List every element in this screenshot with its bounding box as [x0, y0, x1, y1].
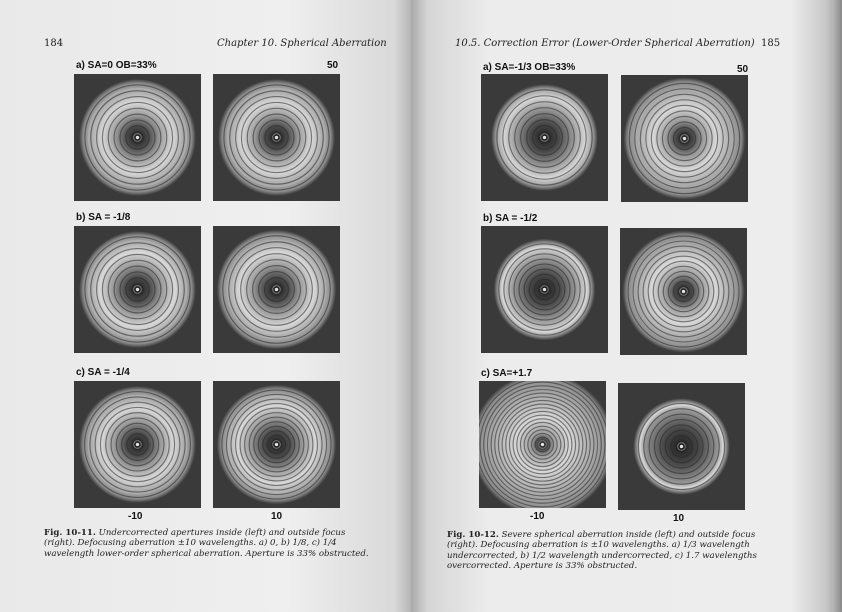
ring-pattern-graphic — [479, 381, 606, 508]
figure-number: Fig. 10-12. — [447, 530, 499, 540]
page-number: 185 — [761, 38, 781, 49]
ring-pattern — [213, 226, 340, 353]
caption-text: Severe spherical aberration inside (left) and outside focus (right). Defocusing aberration is ±10 wavelengths. a) 1/3 wavelength undercorrected, b) 1/2 wavelength undercorrected, c) 1.7 wavelengths overcorrected. Aperture is 33% obstructed. — [447, 530, 757, 572]
ring-pattern-graphic — [74, 226, 201, 353]
ring-pattern — [620, 228, 747, 355]
ring-pattern — [213, 74, 340, 201]
scale-label: 50 — [737, 64, 749, 75]
ring-pattern-graphic — [481, 74, 608, 201]
ring-pattern — [621, 75, 748, 202]
ring-pattern — [481, 74, 608, 201]
row-label-c: c) SA=+1.7 — [481, 368, 533, 379]
ring-pattern-graphic — [74, 74, 201, 201]
left-page — [0, 0, 411, 612]
ring-pattern — [74, 381, 201, 508]
ring-pattern-graphic — [213, 381, 340, 508]
row-label-a: a) SA=0 OB=33% — [76, 60, 157, 71]
ring-pattern-graphic — [74, 381, 201, 508]
ring-pattern — [74, 226, 201, 353]
axis-label-inside: -10 — [128, 511, 143, 522]
ring-pattern-graphic — [481, 226, 608, 353]
ring-pattern-graphic — [618, 383, 745, 510]
ring-pattern — [74, 74, 201, 201]
ring-pattern — [481, 226, 608, 353]
ring-pattern-graphic — [621, 75, 748, 202]
figure-number: Fig. 10-11. — [44, 528, 96, 538]
row-label-b: b) SA = -1/2 — [483, 213, 538, 224]
figure-caption — [447, 530, 777, 572]
axis-label-outside: 10 — [673, 513, 685, 524]
ring-pattern-graphic — [620, 228, 747, 355]
ring-pattern — [213, 381, 340, 508]
caption-text: Undercorrected apertures inside (left) and outside focus (right). Defocusing aberration ±10 wavelengths. a) 0, b) 1/8, c) 1/4 wavelength lower-order spherical aberration. Aperture is 33% obstructed. — [44, 528, 369, 559]
figure-caption — [44, 528, 372, 559]
row-label-a: a) SA=-1/3 OB=33% — [483, 62, 576, 73]
row-label-b: b) SA = -1/8 — [76, 212, 131, 223]
running-head: 10.5. Correction Error (Lower-Order Spherical Aberration) — [455, 38, 755, 49]
ring-pattern — [618, 383, 745, 510]
right-page — [411, 0, 842, 612]
scale-label: 50 — [327, 60, 339, 71]
ring-pattern — [479, 381, 606, 508]
axis-label-inside: -10 — [530, 511, 545, 522]
page-number: 184 — [44, 38, 64, 49]
row-label-c: c) SA = -1/4 — [76, 367, 130, 378]
ring-pattern-graphic — [213, 74, 340, 201]
axis-label-outside: 10 — [271, 511, 283, 522]
page-edge — [832, 0, 842, 612]
running-head: Chapter 10. Spherical Aberration — [217, 38, 387, 49]
ring-pattern-graphic — [213, 226, 340, 353]
